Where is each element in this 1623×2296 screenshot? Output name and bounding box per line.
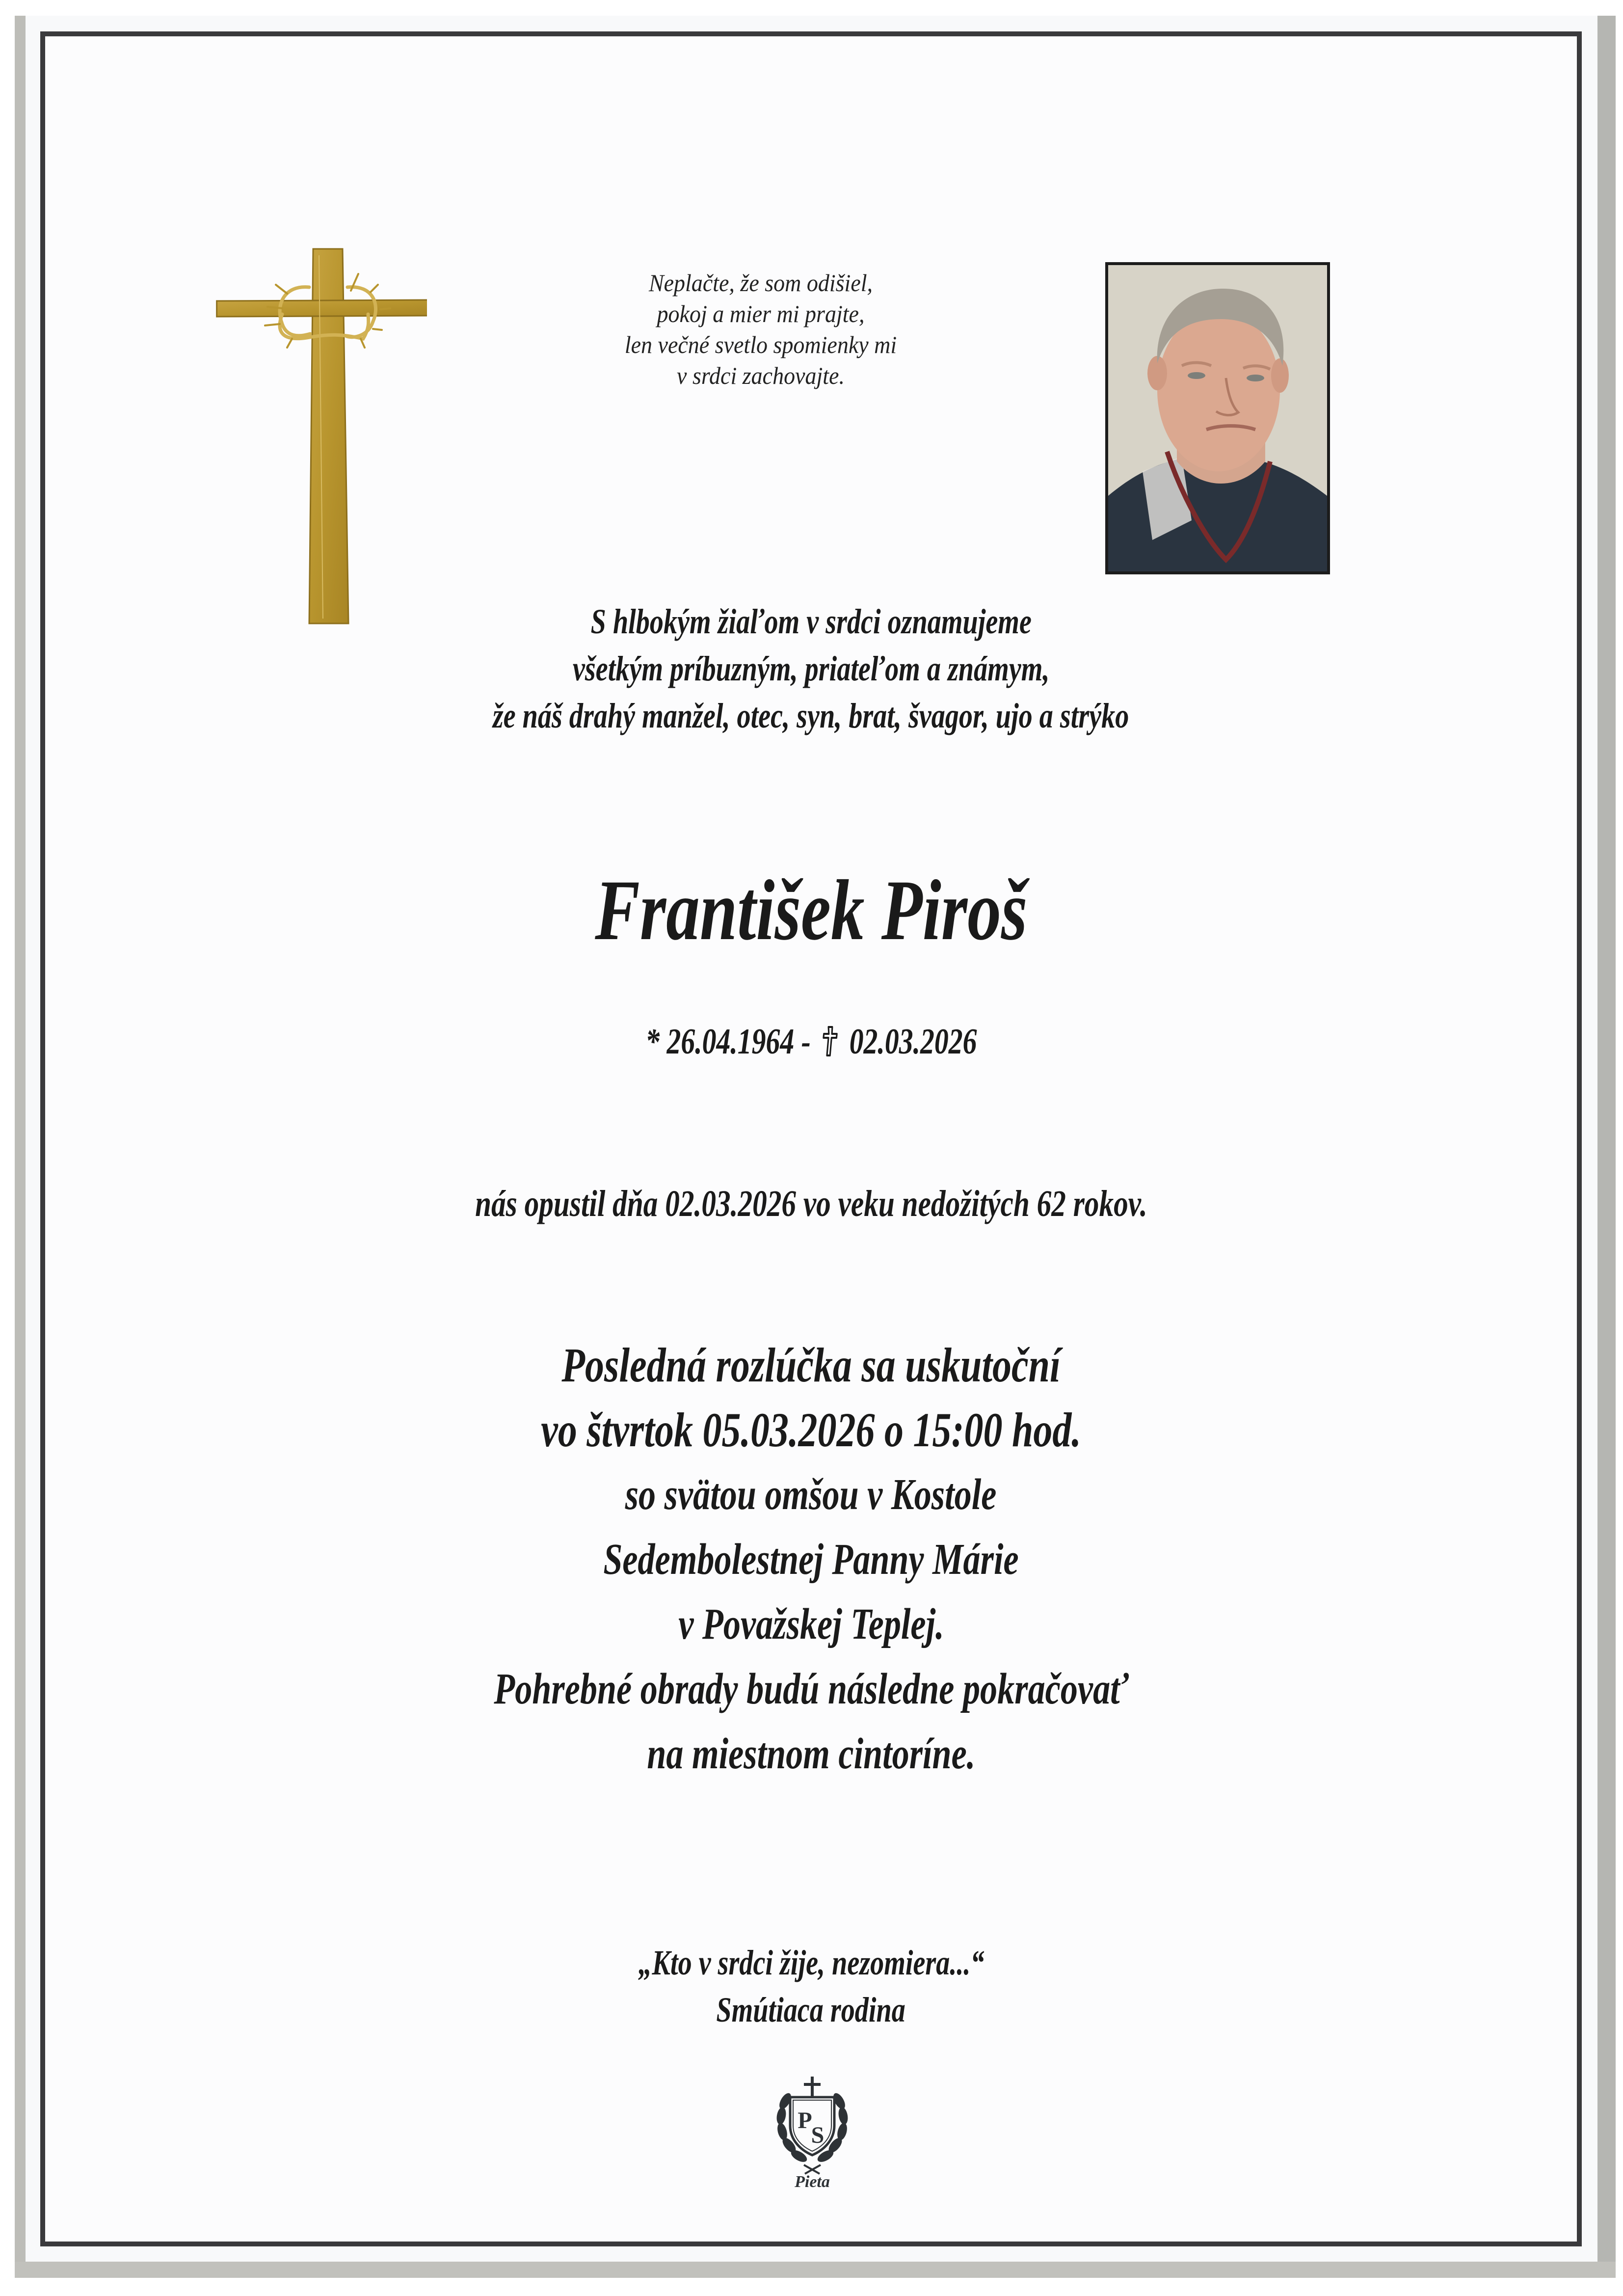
announcement-text (40, 598, 1582, 739)
poem-line: Neplačte, že som odišiel, (648, 269, 873, 297)
scanner-edge-right (1597, 16, 1616, 2278)
portrait-image (1108, 265, 1327, 571)
closing-section (40, 1939, 1582, 2033)
death-date: 02.03.2026 (849, 1022, 977, 1062)
closing-quote: „Kto v srdci žije, nezomiera...“ (638, 1943, 984, 1982)
passed-away-text: nás opustil dňa 02.03.2026 vo veku nedožitých 62 rokov. (475, 1183, 1147, 1224)
service-line: Pohrebné obrady budú následne pokračovať (493, 1665, 1129, 1713)
portrait-photo (1105, 262, 1330, 574)
poem-line: v srdci zachovajte. (677, 362, 845, 389)
poem-line: len večné svetlo spomienky mi (624, 331, 897, 358)
service-line: na miestnom cintoríne. (647, 1729, 975, 1778)
deceased-name-text: František Piroš (594, 863, 1028, 958)
deceased-name (40, 862, 1582, 960)
logo-wordmark: Pieta (795, 2173, 830, 2189)
date-separator: - (801, 1022, 811, 1062)
scanner-edge-bottom (15, 2262, 1616, 2278)
birth-date: 26.04.1964 (666, 1022, 794, 1062)
latin-cross-outline-icon (822, 1026, 838, 1056)
logo-monogram-s: S (811, 2122, 825, 2148)
announcement-line: S hlbokým žiaľom v srdci oznamujeme (590, 602, 1032, 641)
funeral-service-details (40, 1333, 1582, 1786)
scanner-edge-left (15, 16, 26, 2278)
gold-cross-with-crown-of-thorns-icon (201, 236, 427, 643)
family-signature: Smútiaca rodina (716, 1990, 906, 2029)
service-line: so svätou omšou v Kostole (625, 1470, 997, 1519)
service-line: Posledná rozlúčka sa uskutoční (561, 1338, 1061, 1392)
pieta-logo (766, 2067, 859, 2189)
life-dates (40, 1017, 1582, 1066)
announcement-line: že náš drahý manžel, otec, syn, brat, švagor, ujo a strýko (493, 696, 1129, 735)
memorial-poem (512, 268, 1009, 391)
service-line: Sedembolestnej Panny Márie (603, 1535, 1019, 1584)
logo-monogram-p: P (798, 2107, 812, 2134)
poem-line: pokoj a mier mi prajte, (657, 300, 865, 327)
birth-symbol: * (645, 1022, 660, 1062)
service-line: vo štvrtok 05.03.2026 o 15:00 hod. (541, 1403, 1081, 1457)
announcement-line: všetkým príbuzným, priateľom a známym, (572, 649, 1050, 688)
service-line: v Považskej Teplej. (678, 1600, 944, 1648)
